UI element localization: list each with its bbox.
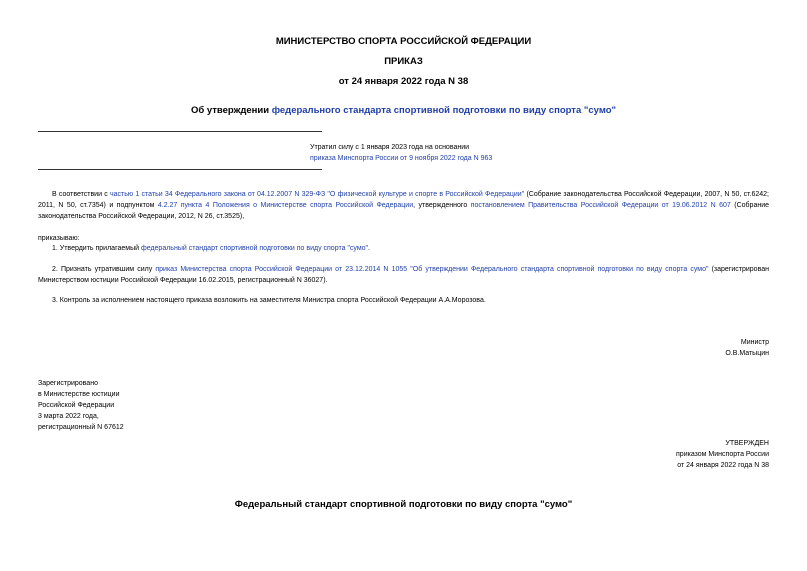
order-item-2 xyxy=(38,264,769,286)
registration-line: 3 марта 2022 года, xyxy=(38,413,99,420)
signature-role: Министр xyxy=(740,339,769,346)
signature-name: О.В.Матыцин xyxy=(725,350,769,357)
registration-line: Российской Федерации xyxy=(38,402,115,409)
preamble-paragraph xyxy=(38,189,769,222)
item1-text-end: . xyxy=(368,245,370,252)
status-link[interactable]: приказа Минспорта России от 9 ноября 2022 года N 963 xyxy=(310,155,493,162)
order-item-1 xyxy=(38,243,769,254)
ministry-heading: МИНИСТЕРСТВО СПОРТА РОССИЙСКОЙ ФЕДЕРАЦИИ xyxy=(275,36,532,47)
approved-block xyxy=(676,438,769,471)
approved-line: УТВЕРЖДЕН xyxy=(725,440,769,447)
item2-link[interactable]: приказ Министерства спорта Российской Федерации от 23.12.2014 N 1055 "Об утверждении Федерального стандарта спортивной подготовки по виду спорта сумо" xyxy=(155,266,709,273)
item1-link[interactable]: федеральный стандарт спортивной подготовки по виду спорта "сумо" xyxy=(140,245,369,252)
item2-text: 2. Признать утратившим силу xyxy=(52,266,156,273)
approved-line: от 24 января 2022 года N 38 xyxy=(677,462,769,469)
title-prefix: Об утверждении xyxy=(190,105,272,116)
order-word: приказываю: xyxy=(38,235,80,242)
status-line1: Утратил силу с 1 января 2023 года на основании xyxy=(310,144,470,151)
preamble-text-1: В соответствии с xyxy=(52,191,110,198)
document-title xyxy=(0,105,807,116)
doc-type-heading: ПРИКАЗ xyxy=(384,56,423,67)
order-item-3: 3. Контроль за исполнением настоящего приказа возложить на заместителя Министра спорта Российской Федерации А.А.Морозова. xyxy=(52,297,486,304)
preamble-link-decree[interactable]: постановлением Правительства Российской Федерации от 19.06.2012 N 607 xyxy=(470,202,731,209)
doc-date-number: от 24 января 2022 года N 38 xyxy=(338,76,469,87)
registration-line: Зарегистрировано xyxy=(38,380,98,387)
registration-line: в Министерстве юстиции xyxy=(38,391,120,398)
preamble-text-3: , утвержденного xyxy=(413,202,471,209)
item1-text: 1. Утвердить прилагаемый xyxy=(52,245,141,252)
separator-top xyxy=(38,131,322,132)
preamble-link-regulation[interactable]: 4.2.27 пункта 4 Положения о Министерстве спорта Российской Федерации xyxy=(157,202,414,209)
preamble-text-4: (Собрание законодательства Российской Федерации, 2012, N 26, ст.3525), xyxy=(38,202,770,220)
status-notice xyxy=(310,142,510,164)
item2-text-end: (зарегистрирован Министерством юстиции Российской Федерации 16.02.2015, регистрационный N 36027). xyxy=(38,266,769,284)
preamble-link-law[interactable]: частью 1 статьи 34 Федерального закона от 04.12.2007 N 329-ФЗ "О физической культуре и спорте в Российской Федерации" xyxy=(109,191,525,198)
registration-line: регистрационный N 67612 xyxy=(38,424,124,431)
registration-block xyxy=(38,378,124,433)
title-link[interactable]: федерального стандарта спортивной подготовки по виду спорта "сумо" xyxy=(271,105,617,116)
signature-block xyxy=(725,337,769,359)
separator-bottom xyxy=(38,169,322,170)
standard-title: Федеральный стандарт спортивной подготовки по виду спорта "сумо" xyxy=(234,499,573,510)
approved-line: приказом Минспорта России xyxy=(676,451,769,458)
preamble-text-2: (Собрание законодательства Российской Федерации, 2007, N 50, ст.6242; 2011, N 50, ст.7354) и подпунктом xyxy=(38,191,769,209)
